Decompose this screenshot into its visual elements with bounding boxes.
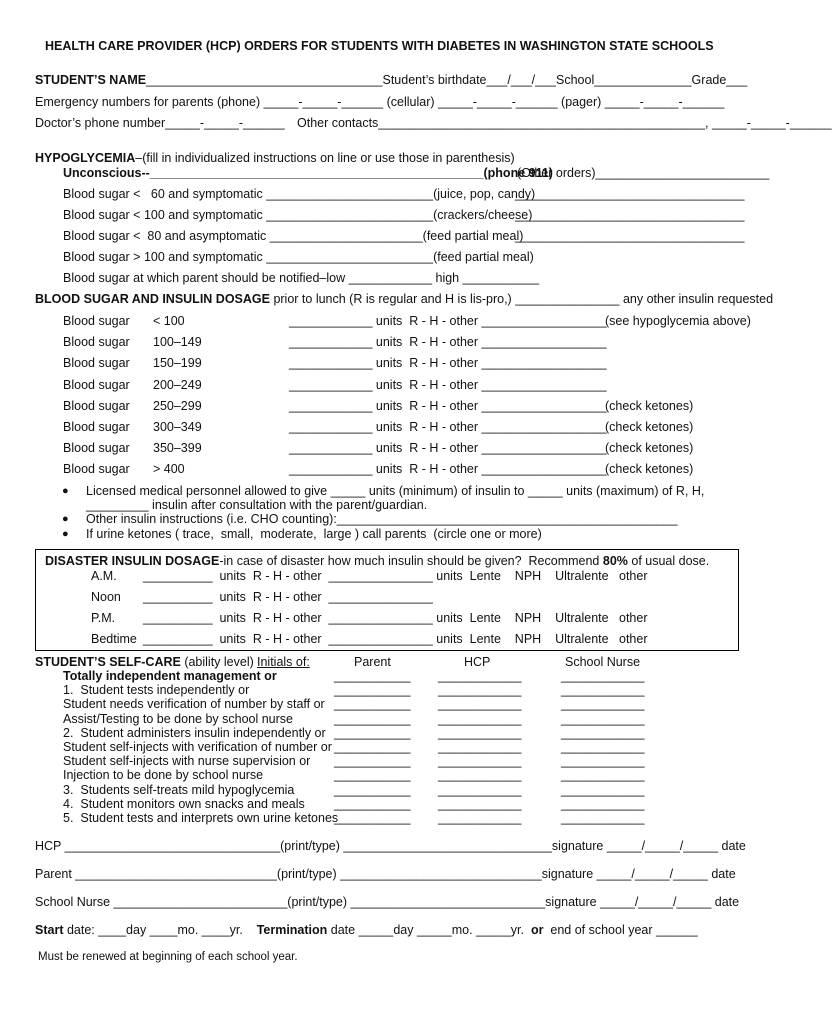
dosage-row-label: Blood sugar xyxy=(63,335,130,350)
parent-signature-line[interactable]: Parent _____________________________(print/type) _____________________________signature _____/_____/_____ date xyxy=(35,867,736,881)
selfcare-item: 5. Student tests and interprets own urine ketones xyxy=(63,811,339,825)
dosage-row-label: Blood sugar xyxy=(63,377,130,392)
nurse-initials-field[interactable]: ____________ xyxy=(561,782,645,797)
unconscious-line[interactable]: Unconscious--________________________________________________(phone 911) xyxy=(63,166,553,180)
initials-label: Initials of: xyxy=(257,655,310,669)
dosage-row-label: Blood sugar xyxy=(63,356,130,371)
disaster-heading: DISASTER INSULIN DOSAGE-in case of disaster how much insulin should be given? Recommend 80% of usual dose. xyxy=(45,554,710,568)
student-name-label: STUDENT’S NAME xyxy=(35,73,147,87)
selfcare-item: Injection to be done by school nurse xyxy=(63,768,264,783)
parent-initials-field[interactable]: ___________ xyxy=(334,740,411,754)
disaster-row-units[interactable]: __________ units R - H - other _______________ units Lente NPH Ultralente other xyxy=(143,611,648,625)
hcp-initials-field[interactable]: ____________ xyxy=(438,740,522,754)
parent-initials-field[interactable]: ___________ xyxy=(334,697,411,712)
parent-initials-field[interactable]: ___________ xyxy=(334,768,411,783)
disaster-row-units[interactable]: __________ units R - H - other _______________ xyxy=(143,590,433,604)
nurse-initials-field[interactable]: ____________ xyxy=(561,811,645,825)
selfcare-item: 1. Student tests independently or xyxy=(63,683,250,698)
disaster-row-time: P.M. xyxy=(91,611,116,625)
hcp-initials-field[interactable]: ____________ xyxy=(438,754,522,769)
student-name-line xyxy=(35,73,747,88)
nurse-initials-field[interactable]: ____________ xyxy=(561,697,645,712)
selfcare-item: Assist/Testing to be done by school nurse xyxy=(63,711,293,726)
dosage-row-units[interactable]: ____________ units R - H - other __________________ xyxy=(289,335,607,350)
nurse-initials-field[interactable]: ____________ xyxy=(561,669,645,683)
doctor-phone-line[interactable]: Doctor’s phone number_____-_____-______ xyxy=(35,116,285,130)
parent-initials-field[interactable]: ___________ xyxy=(334,683,411,698)
student-name-field[interactable]: __________________________________Student’s birthdate___/___/___School______________Grade___ xyxy=(146,73,748,87)
col-parent: Parent xyxy=(354,655,391,669)
dosage-row-range: 250–299 xyxy=(153,398,202,413)
hcp-initials-field[interactable]: ____________ xyxy=(438,669,522,683)
hypo-row-1[interactable]: Blood sugar < 60 and symptomatic ________________________(juice, pop, candy) xyxy=(63,187,536,201)
dosage-row-units[interactable]: ____________ units R - H - other __________________ xyxy=(289,314,607,328)
selfcare-item: 2. Student administers insulin independently or xyxy=(63,725,326,740)
dosage-row-units[interactable]: ____________ units R - H - other __________________ xyxy=(289,420,607,434)
hypo-row-2-extra[interactable]: _________________________________ xyxy=(515,208,745,222)
dosage-row-label: Blood sugar xyxy=(63,462,130,477)
emergency-numbers-line[interactable]: Emergency numbers for parents (phone) _____-_____-______ (cellular) _____-_____-______ (pager) _____-_____-______ xyxy=(35,95,725,109)
other-contacts-line[interactable]: Other contacts_______________________________________________, _____-_____-______ xyxy=(297,116,832,130)
start-termination-line[interactable]: Start date: ____day ____mo. ____yr. Termination date _____day _____mo. _____yr. or end of school year ______ xyxy=(35,923,698,937)
renewal-note: Must be renewed at beginning of each school year. xyxy=(38,951,298,963)
dosage-row-label: Blood sugar xyxy=(63,398,130,413)
dosage-row-label: Blood sugar xyxy=(63,420,130,434)
nurse-initials-field[interactable]: ____________ xyxy=(561,683,645,698)
disaster-row-units[interactable]: __________ units R - H - other _______________ units Lente NPH Ultralente other xyxy=(143,569,648,583)
dosage-row-units[interactable]: ____________ units R - H - other __________________ xyxy=(289,377,607,392)
parent-initials-field[interactable]: ___________ xyxy=(334,711,411,726)
parent-initials-field[interactable]: ___________ xyxy=(334,782,411,797)
dosage-row-units[interactable]: ____________ units R - H - other __________________ xyxy=(289,462,607,477)
dosage-row-note: (check ketones) xyxy=(605,420,694,434)
dosage-row-units[interactable]: ____________ units R - H - other __________________ xyxy=(289,398,607,413)
parent-initials-field[interactable]: ___________ xyxy=(334,754,411,769)
parent-notify-line[interactable]: Blood sugar at which parent should be notified–low ____________ high ___________ xyxy=(63,271,540,285)
dosage-row-units[interactable]: ____________ units R - H - other __________________ xyxy=(289,356,607,371)
urine-ketones-line[interactable]: If urine ketones ( trace, small, moderate, large ) call parents (circle one or more) xyxy=(86,527,542,541)
dosage-row-note: (check ketones) xyxy=(605,462,694,477)
selfcare-item: 4. Student monitors own snacks and meals xyxy=(63,796,305,811)
hcp-signature-line[interactable]: HCP _______________________________(print/type) ______________________________signature _____/_____/_____ date xyxy=(35,839,746,853)
hcp-initials-field[interactable]: ____________ xyxy=(438,768,522,783)
parent-initials-field[interactable]: ___________ xyxy=(334,669,411,683)
dosage-row-range: > 400 xyxy=(153,462,185,477)
disaster-row-units[interactable]: __________ units R - H - other _______________ units Lente NPH Ultralente other xyxy=(143,632,648,646)
selfcare-item: Student needs verification of number by staff or xyxy=(63,697,325,712)
selfcare-item: 3. Students self-treats mild hypoglycemia xyxy=(63,782,295,797)
dosage-row-range: 100–149 xyxy=(153,335,202,350)
hypoglycemia-heading: HYPOGLYCEMIA–(fill in individualized instructions on line or use those in parenthesis) xyxy=(35,151,515,165)
other-insulin-line[interactable]: Other insulin instructions (i.e. CHO counting):_________________________________________________ xyxy=(86,512,678,526)
dosage-heading: BLOOD SUGAR AND INSULIN DOSAGE prior to lunch (R is regular and H is lis-pro,) _______________ any other insulin requested xyxy=(35,292,774,306)
licensed-personnel-line[interactable]: Licensed medical personnel allowed to give _____ units (minimum) of insulin to _____ units (maximum) of R, H, xyxy=(86,484,705,498)
dosage-row-range: 350–399 xyxy=(153,441,202,456)
col-hcp: HCP xyxy=(464,655,491,669)
dosage-row-label: Blood sugar xyxy=(63,441,130,456)
dosage-row-range: < 100 xyxy=(153,314,185,328)
parent-initials-field[interactable]: ___________ xyxy=(334,725,411,740)
disaster-row-time: A.M. xyxy=(91,569,117,583)
bullet-icon: ● xyxy=(62,485,69,497)
nurse-initials-field[interactable]: ____________ xyxy=(561,754,645,769)
selfcare-item: Student self-injects with verification of number or xyxy=(63,740,332,754)
selfcare-heading: STUDENT’S SELF-CARE (ability level) xyxy=(35,655,254,669)
nurse-signature-line[interactable]: School Nurse _________________________(print/type) ____________________________signature _____/_____/_____ date xyxy=(35,895,740,909)
parent-initials-field[interactable]: ___________ xyxy=(334,811,411,825)
nurse-initials-field[interactable]: ____________ xyxy=(561,711,645,726)
disaster-row-time: Bedtime xyxy=(91,632,137,646)
licensed-personnel-cont[interactable]: _________ insulin after consultation with the parent/guardian. xyxy=(86,498,428,512)
hcp-initials-field[interactable]: ____________ xyxy=(438,782,522,797)
hypo-row-4[interactable]: Blood sugar > 100 and symptomatic ________________________(feed partial meal) xyxy=(63,250,534,264)
dosage-row-note: (check ketones) xyxy=(605,441,694,456)
hcp-initials-field[interactable]: ____________ xyxy=(438,811,522,825)
hcp-initials-field[interactable]: ____________ xyxy=(438,711,522,726)
hypo-row-3-extra[interactable]: _________________________________ xyxy=(515,229,745,243)
form-title: HEALTH CARE PROVIDER (HCP) ORDERS FOR STUDENTS WITH DIABETES IN WASHINGTON STATE SCHOOLS xyxy=(45,39,714,53)
hypo-row-3[interactable]: Blood sugar < 80 and asymptomatic ______________________(feed partial meal) xyxy=(63,229,524,243)
col-school-nurse: School Nurse xyxy=(565,655,641,669)
dosage-row-label: Blood sugar xyxy=(63,314,130,328)
other-orders-line[interactable]: (Other orders)_________________________ xyxy=(517,166,770,180)
dosage-row-range: 300–349 xyxy=(153,420,202,434)
selfcare-item: Totally independent management or xyxy=(63,669,277,683)
nurse-initials-field[interactable]: ____________ xyxy=(561,796,645,811)
parent-initials-field[interactable]: ___________ xyxy=(334,796,411,811)
hcp-initials-field[interactable]: ____________ xyxy=(438,796,522,811)
dosage-row-range: 150–199 xyxy=(153,356,202,371)
hypo-row-2[interactable]: Blood sugar < 100 and symptomatic ________________________(crackers/cheese) xyxy=(63,208,533,222)
dosage-row-note: (check ketones) xyxy=(605,398,694,413)
hypo-row-1-extra[interactable]: _________________________________ xyxy=(515,187,745,201)
dosage-row-units[interactable]: ____________ units R - H - other __________________ xyxy=(289,441,607,456)
nurse-initials-field[interactable]: ____________ xyxy=(561,740,645,754)
dosage-row-note: (see hypoglycemia above) xyxy=(605,314,751,328)
selfcare-item: Student self-injects with nurse supervision or xyxy=(63,754,311,769)
hcp-initials-field[interactable]: ____________ xyxy=(438,683,522,698)
disaster-row-time: Noon xyxy=(91,590,121,604)
dosage-row-range: 200–249 xyxy=(153,377,202,392)
nurse-initials-field[interactable]: ____________ xyxy=(561,768,645,783)
bullet-icon: ● xyxy=(62,528,69,540)
bullet-icon: ● xyxy=(62,513,69,525)
nurse-initials-field[interactable]: ____________ xyxy=(561,725,645,740)
hcp-initials-field[interactable]: ____________ xyxy=(438,697,522,712)
hcp-initials-field[interactable]: ____________ xyxy=(438,725,522,740)
